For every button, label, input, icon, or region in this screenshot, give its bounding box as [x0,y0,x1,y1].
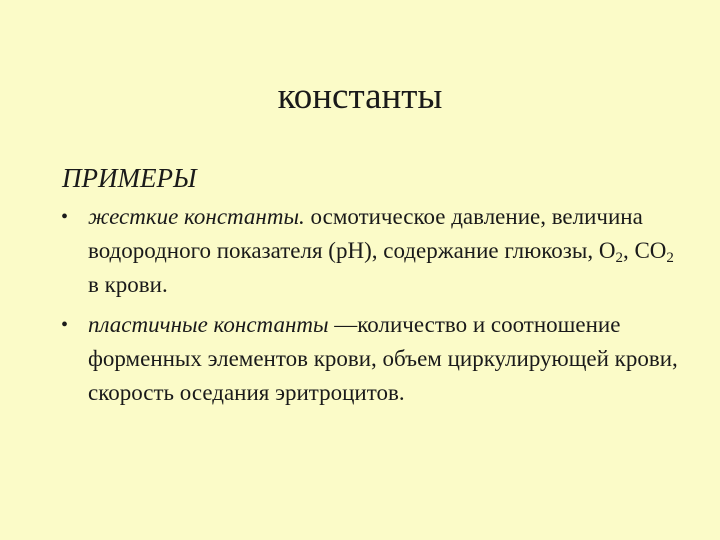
bullet-term: жесткие константы. [88,204,305,229]
subscript: 2 [615,250,623,266]
bullet-marker: • [61,206,69,228]
bullet-text: осмотическое давление, величина водородного показателя (рН), содержание глюкозы, О [88,204,643,263]
bullet-item-plastic-constants [61,308,688,410]
bullet-text: —количество и соотношение форменных элементов крови, объем циркулирующей крови, скорость оседания эритроцитов. [88,312,678,405]
slide-title: константы [277,76,443,117]
bullet-term: пластичные константы [88,312,329,337]
slide-subtitle: ПРИМЕРЫ [62,163,197,193]
subscript: 2 [666,250,674,266]
bullet-marker: • [61,314,69,336]
bullet-item-rigid-constants [61,200,688,302]
bullet-text: в крови. [88,272,168,297]
bullet-text: , СО [622,238,667,263]
